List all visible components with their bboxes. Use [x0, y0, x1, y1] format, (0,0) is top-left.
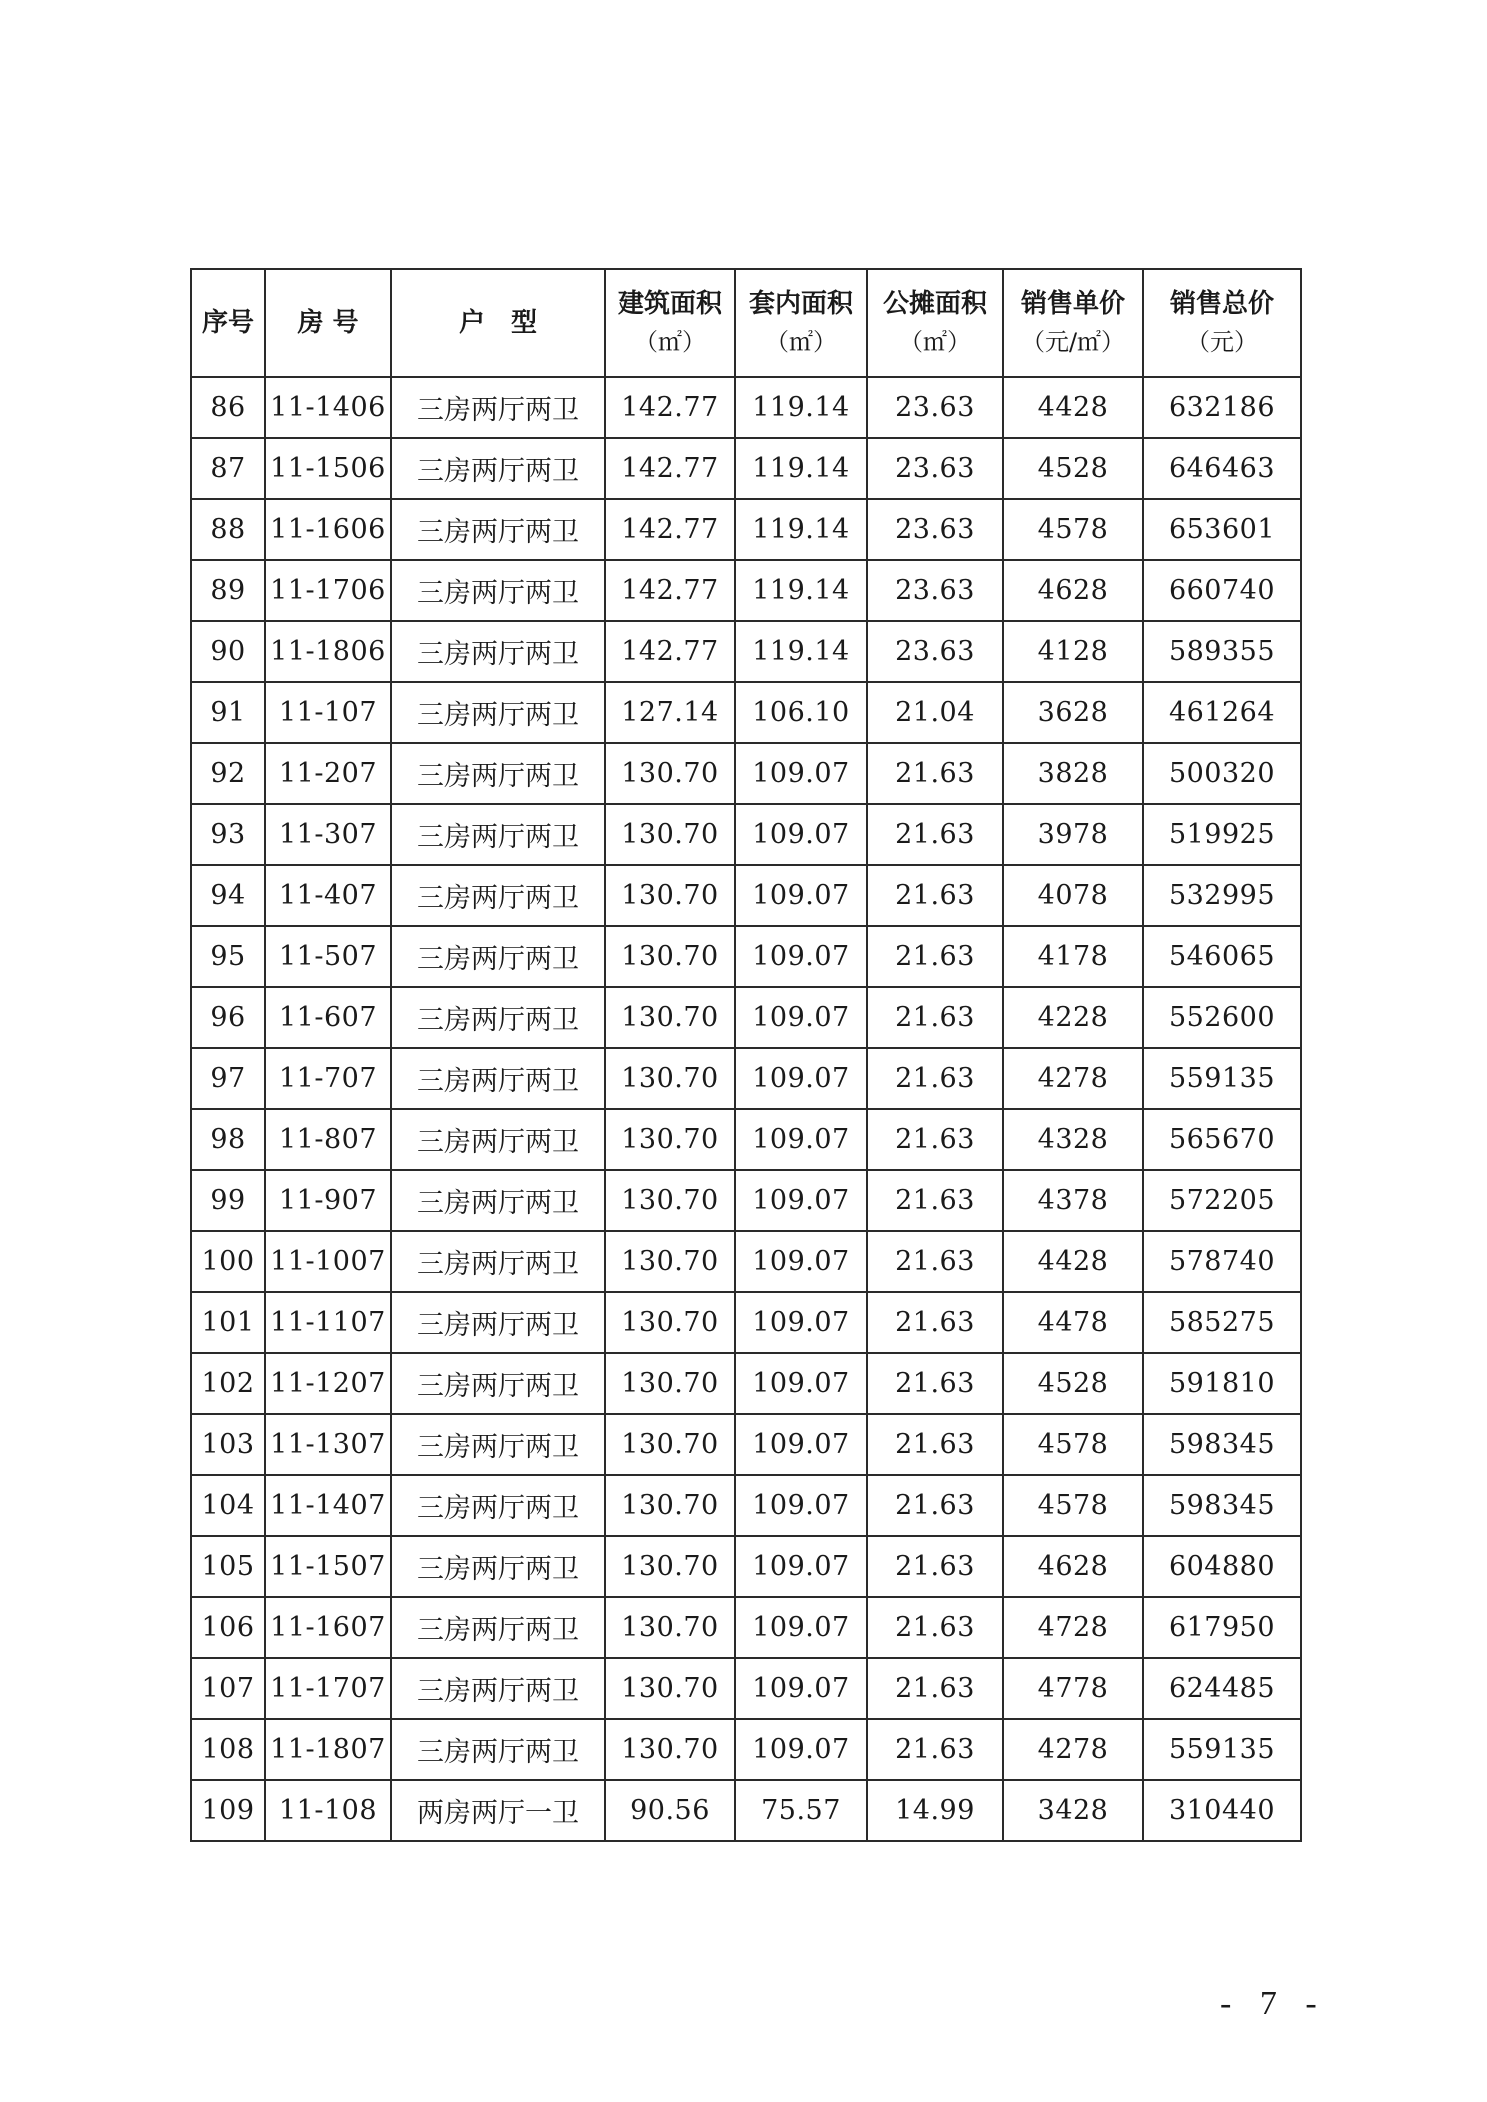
cell-total-price: 578740 — [1143, 1231, 1301, 1292]
cell-inner-area: 109.07 — [735, 987, 867, 1048]
cell-inner-area: 119.14 — [735, 438, 867, 499]
cell-inner-area: 109.07 — [735, 1109, 867, 1170]
cell-serial: 98 — [191, 1109, 265, 1170]
cell-building-area: 130.70 — [605, 1048, 735, 1109]
cell-unit-price: 4228 — [1003, 987, 1143, 1048]
cell-inner-area: 109.07 — [735, 1353, 867, 1414]
cell-room-no: 11-108 — [265, 1780, 391, 1841]
cell-layout: 三房两厅两卫 — [391, 987, 605, 1048]
cell-serial: 109 — [191, 1780, 265, 1841]
table-row — [191, 743, 1301, 804]
table-header — [191, 269, 1301, 377]
cell-unit-price: 4578 — [1003, 1475, 1143, 1536]
cell-unit-price: 3828 — [1003, 743, 1143, 804]
cell-unit-price: 3978 — [1003, 804, 1143, 865]
cell-unit-price: 4328 — [1003, 1109, 1143, 1170]
cell-inner-area: 109.07 — [735, 1048, 867, 1109]
cell-shared-area: 21.63 — [867, 926, 1003, 987]
cell-unit-price: 4478 — [1003, 1292, 1143, 1353]
cell-unit-price: 4078 — [1003, 865, 1143, 926]
housing-price-table — [190, 268, 1302, 1842]
cell-shared-area: 21.63 — [867, 743, 1003, 804]
header-serial — [191, 269, 265, 377]
cell-total-price: 617950 — [1143, 1597, 1301, 1658]
cell-building-area: 130.70 — [605, 804, 735, 865]
table-row — [191, 621, 1301, 682]
cell-total-price: 572205 — [1143, 1170, 1301, 1231]
cell-building-area: 130.70 — [605, 1353, 735, 1414]
cell-room-no: 11-207 — [265, 743, 391, 804]
cell-building-area: 142.77 — [605, 621, 735, 682]
cell-inner-area: 119.14 — [735, 560, 867, 621]
cell-unit-price: 4728 — [1003, 1597, 1143, 1658]
header-inner-area — [735, 269, 867, 377]
cell-room-no: 11-1807 — [265, 1719, 391, 1780]
table-body — [191, 377, 1301, 1841]
cell-room-no: 11-1506 — [265, 438, 391, 499]
cell-serial: 86 — [191, 377, 265, 438]
cell-building-area: 130.70 — [605, 1414, 735, 1475]
header-unit-price — [1003, 269, 1143, 377]
cell-inner-area: 106.10 — [735, 682, 867, 743]
cell-inner-area: 119.14 — [735, 499, 867, 560]
cell-room-no: 11-607 — [265, 987, 391, 1048]
cell-shared-area: 14.99 — [867, 1780, 1003, 1841]
cell-shared-area: 21.63 — [867, 1414, 1003, 1475]
cell-inner-area: 109.07 — [735, 1536, 867, 1597]
cell-building-area: 130.70 — [605, 926, 735, 987]
header-shared-area-label: 公摊面积 — [882, 289, 987, 319]
table-row — [191, 377, 1301, 438]
table-row — [191, 926, 1301, 987]
cell-unit-price: 4428 — [1003, 1231, 1143, 1292]
cell-total-price: 604880 — [1143, 1536, 1301, 1597]
cell-unit-price: 4628 — [1003, 560, 1143, 621]
cell-shared-area: 21.63 — [867, 987, 1003, 1048]
table-row — [191, 804, 1301, 865]
cell-shared-area: 21.63 — [867, 804, 1003, 865]
cell-serial: 95 — [191, 926, 265, 987]
cell-serial: 105 — [191, 1536, 265, 1597]
cell-layout: 三房两厅两卫 — [391, 926, 605, 987]
cell-serial: 108 — [191, 1719, 265, 1780]
cell-room-no: 11-1507 — [265, 1536, 391, 1597]
cell-layout: 两房两厅一卫 — [391, 1780, 605, 1841]
cell-shared-area: 21.63 — [867, 1292, 1003, 1353]
cell-total-price: 500320 — [1143, 743, 1301, 804]
cell-shared-area: 23.63 — [867, 438, 1003, 499]
cell-serial: 102 — [191, 1353, 265, 1414]
cell-building-area: 130.70 — [605, 1719, 735, 1780]
cell-room-no: 11-107 — [265, 682, 391, 743]
cell-room-no: 11-507 — [265, 926, 391, 987]
cell-room-no: 11-1806 — [265, 621, 391, 682]
cell-serial: 94 — [191, 865, 265, 926]
cell-shared-area: 23.63 — [867, 560, 1003, 621]
header-building-area — [605, 269, 735, 377]
cell-total-price: 653601 — [1143, 499, 1301, 560]
cell-serial: 99 — [191, 1170, 265, 1231]
cell-serial: 90 — [191, 621, 265, 682]
cell-room-no: 11-307 — [265, 804, 391, 865]
header-layout-label: 户 型 — [458, 308, 537, 338]
header-unit-price-unit: （元/㎡） — [1020, 328, 1126, 356]
cell-unit-price: 3428 — [1003, 1780, 1143, 1841]
cell-layout: 三房两厅两卫 — [391, 1475, 605, 1536]
cell-serial: 107 — [191, 1658, 265, 1719]
cell-serial: 103 — [191, 1414, 265, 1475]
table-row — [191, 1475, 1301, 1536]
cell-layout: 三房两厅两卫 — [391, 1109, 605, 1170]
table-row — [191, 865, 1301, 926]
header-room-no — [265, 269, 391, 377]
cell-serial: 88 — [191, 499, 265, 560]
table-row — [191, 1780, 1301, 1841]
cell-room-no: 11-1607 — [265, 1597, 391, 1658]
cell-unit-price: 4778 — [1003, 1658, 1143, 1719]
cell-building-area: 130.70 — [605, 1170, 735, 1231]
header-inner-area-unit: （㎡） — [765, 328, 837, 356]
cell-inner-area: 109.07 — [735, 1231, 867, 1292]
cell-total-price: 632186 — [1143, 377, 1301, 438]
cell-unit-price: 4128 — [1003, 621, 1143, 682]
cell-building-area: 142.77 — [605, 499, 735, 560]
cell-room-no: 11-1407 — [265, 1475, 391, 1536]
cell-inner-area: 109.07 — [735, 865, 867, 926]
cell-shared-area: 21.63 — [867, 1048, 1003, 1109]
cell-total-price: 310440 — [1143, 1780, 1301, 1841]
header-shared-area-unit: （㎡） — [899, 328, 971, 356]
header-building-area-unit: （㎡） — [634, 328, 706, 356]
table-row — [191, 1048, 1301, 1109]
cell-total-price: 591810 — [1143, 1353, 1301, 1414]
cell-serial: 106 — [191, 1597, 265, 1658]
table-row — [191, 987, 1301, 1048]
header-building-area-label: 建筑面积 — [617, 289, 722, 319]
cell-shared-area: 21.63 — [867, 1658, 1003, 1719]
cell-layout: 三房两厅两卫 — [391, 682, 605, 743]
cell-layout: 三房两厅两卫 — [391, 1048, 605, 1109]
cell-room-no: 11-1207 — [265, 1353, 391, 1414]
cell-room-no: 11-1007 — [265, 1231, 391, 1292]
cell-room-no: 11-1707 — [265, 1658, 391, 1719]
cell-inner-area: 109.07 — [735, 1658, 867, 1719]
cell-total-price: 589355 — [1143, 621, 1301, 682]
cell-inner-area: 109.07 — [735, 1475, 867, 1536]
cell-unit-price: 4628 — [1003, 1536, 1143, 1597]
cell-serial: 101 — [191, 1292, 265, 1353]
cell-total-price: 660740 — [1143, 560, 1301, 621]
cell-building-area: 130.70 — [605, 987, 735, 1048]
cell-layout: 三房两厅两卫 — [391, 1231, 605, 1292]
cell-serial: 92 — [191, 743, 265, 804]
cell-unit-price: 4428 — [1003, 377, 1143, 438]
cell-serial: 96 — [191, 987, 265, 1048]
cell-building-area: 127.14 — [605, 682, 735, 743]
cell-shared-area: 21.63 — [867, 1353, 1003, 1414]
cell-inner-area: 109.07 — [735, 1292, 867, 1353]
header-row — [191, 269, 1301, 377]
table-row — [191, 1231, 1301, 1292]
table-row — [191, 1414, 1301, 1475]
cell-total-price: 565670 — [1143, 1109, 1301, 1170]
cell-shared-area: 21.63 — [867, 865, 1003, 926]
cell-room-no: 11-1406 — [265, 377, 391, 438]
cell-layout: 三房两厅两卫 — [391, 499, 605, 560]
cell-shared-area: 21.63 — [867, 1597, 1003, 1658]
cell-layout: 三房两厅两卫 — [391, 1292, 605, 1353]
header-shared-area — [867, 269, 1003, 377]
cell-room-no: 11-1307 — [265, 1414, 391, 1475]
cell-shared-area: 23.63 — [867, 377, 1003, 438]
cell-unit-price: 4278 — [1003, 1719, 1143, 1780]
cell-total-price: 559135 — [1143, 1719, 1301, 1780]
cell-total-price: 646463 — [1143, 438, 1301, 499]
cell-inner-area: 109.07 — [735, 804, 867, 865]
cell-layout: 三房两厅两卫 — [391, 377, 605, 438]
cell-building-area: 142.77 — [605, 560, 735, 621]
cell-total-price: 598345 — [1143, 1475, 1301, 1536]
cell-unit-price: 4528 — [1003, 1353, 1143, 1414]
cell-building-area: 130.70 — [605, 1475, 735, 1536]
cell-layout: 三房两厅两卫 — [391, 1170, 605, 1231]
cell-layout: 三房两厅两卫 — [391, 1658, 605, 1719]
cell-serial: 89 — [191, 560, 265, 621]
header-layout — [391, 269, 605, 377]
header-serial-label: 序号 — [201, 308, 254, 338]
cell-room-no: 11-807 — [265, 1109, 391, 1170]
cell-inner-area: 109.07 — [735, 1719, 867, 1780]
table-row — [191, 438, 1301, 499]
cell-inner-area: 119.14 — [735, 621, 867, 682]
page-number: - 7 - — [1220, 1985, 1327, 2022]
cell-shared-area: 21.63 — [867, 1170, 1003, 1231]
cell-room-no: 11-407 — [265, 865, 391, 926]
cell-layout: 三房两厅两卫 — [391, 1719, 605, 1780]
header-inner-area-label: 套内面积 — [748, 289, 853, 319]
cell-layout: 三房两厅两卫 — [391, 1353, 605, 1414]
cell-unit-price: 4278 — [1003, 1048, 1143, 1109]
cell-inner-area: 109.07 — [735, 1414, 867, 1475]
cell-serial: 91 — [191, 682, 265, 743]
cell-shared-area: 23.63 — [867, 499, 1003, 560]
cell-total-price: 461264 — [1143, 682, 1301, 743]
cell-building-area: 90.56 — [605, 1780, 735, 1841]
cell-shared-area: 21.63 — [867, 1536, 1003, 1597]
table-row — [191, 1170, 1301, 1231]
cell-layout: 三房两厅两卫 — [391, 621, 605, 682]
cell-inner-area: 75.57 — [735, 1780, 867, 1841]
cell-total-price: 532995 — [1143, 865, 1301, 926]
table-row — [191, 499, 1301, 560]
table-row — [191, 1719, 1301, 1780]
cell-unit-price: 4578 — [1003, 1414, 1143, 1475]
cell-layout: 三房两厅两卫 — [391, 438, 605, 499]
cell-unit-price: 4378 — [1003, 1170, 1143, 1231]
cell-serial: 100 — [191, 1231, 265, 1292]
cell-layout: 三房两厅两卫 — [391, 743, 605, 804]
cell-serial: 87 — [191, 438, 265, 499]
cell-shared-area: 21.63 — [867, 1109, 1003, 1170]
cell-building-area: 130.70 — [605, 1231, 735, 1292]
cell-building-area: 142.77 — [605, 377, 735, 438]
cell-layout: 三房两厅两卫 — [391, 804, 605, 865]
cell-building-area: 130.70 — [605, 865, 735, 926]
cell-inner-area: 109.07 — [735, 926, 867, 987]
header-total-price-unit: （元） — [1186, 328, 1258, 356]
table-row — [191, 1109, 1301, 1170]
cell-inner-area: 109.07 — [735, 743, 867, 804]
cell-building-area: 130.70 — [605, 1109, 735, 1170]
cell-room-no: 11-907 — [265, 1170, 391, 1231]
table-row — [191, 560, 1301, 621]
header-room-no-label: 房 号 — [297, 308, 359, 338]
cell-layout: 三房两厅两卫 — [391, 865, 605, 926]
cell-serial: 104 — [191, 1475, 265, 1536]
cell-inner-area: 109.07 — [735, 1597, 867, 1658]
table-row — [191, 1353, 1301, 1414]
cell-room-no: 11-1606 — [265, 499, 391, 560]
cell-layout: 三房两厅两卫 — [391, 1597, 605, 1658]
cell-shared-area: 21.63 — [867, 1231, 1003, 1292]
cell-building-area: 130.70 — [605, 1658, 735, 1719]
cell-total-price: 546065 — [1143, 926, 1301, 987]
cell-unit-price: 3628 — [1003, 682, 1143, 743]
cell-unit-price: 4528 — [1003, 438, 1143, 499]
cell-layout: 三房两厅两卫 — [391, 1414, 605, 1475]
table-row — [191, 1658, 1301, 1719]
cell-serial: 97 — [191, 1048, 265, 1109]
cell-building-area: 130.70 — [605, 743, 735, 804]
cell-unit-price: 4178 — [1003, 926, 1143, 987]
table-row — [191, 1536, 1301, 1597]
cell-inner-area: 119.14 — [735, 377, 867, 438]
cell-building-area: 130.70 — [605, 1536, 735, 1597]
cell-total-price: 624485 — [1143, 1658, 1301, 1719]
cell-building-area: 130.70 — [605, 1292, 735, 1353]
cell-shared-area: 21.63 — [867, 1475, 1003, 1536]
cell-total-price: 519925 — [1143, 804, 1301, 865]
cell-building-area: 130.70 — [605, 1597, 735, 1658]
cell-total-price: 552600 — [1143, 987, 1301, 1048]
header-total-price-label: 销售总价 — [1169, 289, 1274, 319]
cell-room-no: 11-707 — [265, 1048, 391, 1109]
cell-shared-area: 21.04 — [867, 682, 1003, 743]
header-total-price — [1143, 269, 1301, 377]
cell-room-no: 11-1107 — [265, 1292, 391, 1353]
cell-layout: 三房两厅两卫 — [391, 1536, 605, 1597]
cell-room-no: 11-1706 — [265, 560, 391, 621]
cell-building-area: 142.77 — [605, 438, 735, 499]
cell-shared-area: 23.63 — [867, 621, 1003, 682]
cell-total-price: 585275 — [1143, 1292, 1301, 1353]
cell-serial: 93 — [191, 804, 265, 865]
cell-unit-price: 4578 — [1003, 499, 1143, 560]
table-row — [191, 1597, 1301, 1658]
cell-total-price: 598345 — [1143, 1414, 1301, 1475]
cell-layout: 三房两厅两卫 — [391, 560, 605, 621]
cell-shared-area: 21.63 — [867, 1719, 1003, 1780]
cell-total-price: 559135 — [1143, 1048, 1301, 1109]
table-row — [191, 1292, 1301, 1353]
cell-inner-area: 109.07 — [735, 1170, 867, 1231]
header-unit-price-label: 销售单价 — [1020, 289, 1125, 319]
table-row — [191, 682, 1301, 743]
